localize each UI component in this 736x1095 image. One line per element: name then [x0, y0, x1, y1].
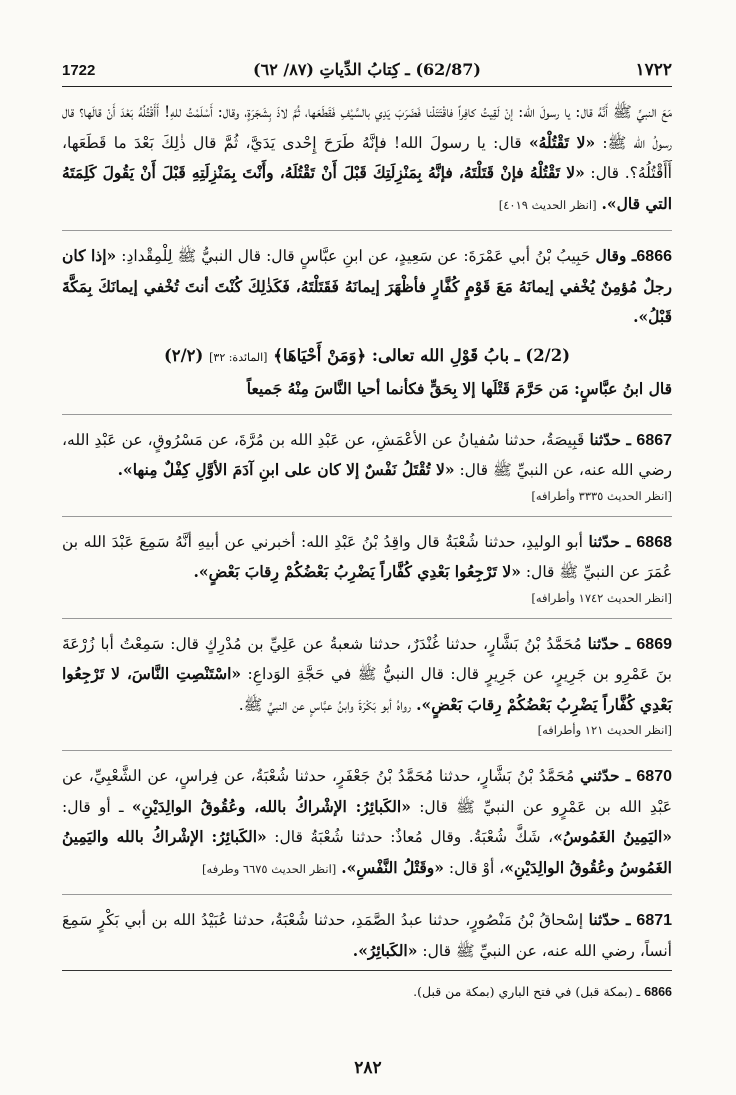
hadith-number: 6869	[636, 635, 672, 653]
page-body	[62, 98, 672, 974]
hadith-number: 6868	[636, 533, 672, 551]
quran-citation: [المائدة: ٣٢]	[209, 350, 268, 364]
hadith-number: 6870	[636, 768, 672, 785]
hadith-number: 6871	[636, 912, 673, 929]
continuation-paragraph: مَعَ النبيِّ ﷺ أَنَّهُ قال: يا رسولَ الله: إنْ لَقِيتُ كافِراً فاقْتَتَلْنا فَضَرَبَ يَدِي بالسَّيْفِ فَقَطَعَها، ثُمَّ لاذَ بِشَجَرَةٍ، وقال: أَسْلَمْتُ للهِ! أَأَقْتُلُهُ بَعْدَ أَنْ قالَها؟ قال رسولُ الله ﷺ: «لا تَقْتُلْهُ» قال: يا رسولَ الله! فإنَّهُ طَرَحَ إِحْدى يَدَيَّ، ثُمَّ قال ذٰلِكَ بَعْدَ ما قَطَعَها، أَأَقْتُلُهُ؟. قال: «لا تَقْتُلْهُ فإنْ قَتَلْتَهُ، فإنَّهُ بِمَنْزِلَتِكَ قَبْلَ أَنْ تَقْتُلَهُ، وأَنْتَ بِمَنْزِلَتِهِ قَبْلَ أَنْ يَقُولَ كَلِمَتَهُ التي قال». [انظر الحديث ٤٠١٩]	[62, 103, 672, 213]
page-header	[62, 60, 672, 87]
cross-reference: [انظر الحديث ١٢١ وأطرافه]	[537, 723, 672, 737]
cross-reference: [انظر الحديث ٦٦٧٥ وطرفه]	[202, 861, 337, 876]
hadith-number: 6867	[636, 431, 673, 449]
cross-reference: [انظر الحديث ١٧٤٢ وأطرافه]	[531, 590, 672, 605]
hadith-6871: 6871 ـ حدّثنا إسْحاقُ بْنُ مَنْصُورٍ، حدثنا عبدُ الصَّمَدِ، حدثنا شُعْبَةُ، حدثنا عُبَيْدُ الله بن أبي بَكْرٍ سَمِعَ أنساً، رضي الله عنه، عن النبيِّ ﷺ قال: «الكَبائِرُ».	[62, 894, 672, 966]
page-number-footer: ٢٨٢	[354, 1058, 382, 1078]
footnote: 6866 ـ (بمكة قبل) في فتح الباري (بمكة من قبل).	[413, 984, 672, 999]
chapter-quote: قال ابنُ عبَّاسٍ: مَن حَرَّمَ قَتْلَها إلا بِحَقٍّ فكأنما أحيا النَّاسَ مِنْهُ جَميعاً	[246, 379, 672, 398]
hadith-6870: 6870 ـ حدّثني مُحَمَّدُ بْنُ بَشَّارٍ، حدثنا مُحَمَّدُ بْنُ جَعْفَرٍ، حدثنا شُعْبَةُ، عن فِراسٍ، عن الشَّعْبِيِّ، عن عَبْدِ الله بن عَمْرٍو عن النبيِّ ﷺ قال: «الكَبائِرُ: الإشْراكُ بالله، وعُقُوقُ الوالِدَيْنِ» ـ أو قال: «اليَمِينُ الغَمُوسُ»، شَكَّ شُعْبَةُ. وقال مُعاذٌ: حدثنا شُعْبَةُ قال: «الكَبائِرُ: الإشْراكُ بالله واليَمِينُ الغَمُوسُ وعُقُوقُ الوالِدَيْنِ»، أوْ قال: «وقَتْلُ النَّفْسِ». [انظر الحديث ٦٦٧٥ وطرفه]	[62, 750, 672, 884]
hadith-number: 6866	[636, 248, 672, 265]
chapter-heading: (2/2) ـ بابُ قَوْلِ الله تعالى: ﴿وَمَنْ أَحْيَاهَا﴾ [المائدة: ٣٢] (٢/٢)	[163, 345, 571, 365]
footnote-number: 6866	[644, 985, 672, 999]
hadith-6869: 6869 ـ حدّثنا مُحَمَّدُ بْنُ بَشَّارٍ، حدثنا غُنْدَرٌ، حدثنا شعبةُ عن عَلِيِّ بن مُدْرِكٍ قال: سَمِعْتُ أبا زُرْعَةَ بنَ عَمْرِو بن جَرِيرٍ، عن جَرِيرٍ قال: قال النبيُّ ﷺ في حَجَّةِ الوَداعِ: «اسْتَنْصِتِ النَّاسَ، لا تَرْجِعُوا بَعْدِي كُفَّاراً يَضْرِبُ بَعْضُكُمْ رِقابَ بَعْضٍ». رواهُ أبو بَكْرَةَ وابنُ عبَّاسٍ عن النبيِّ ﷺ. [انظر الحديث ١٢١ وأطرافه]	[62, 618, 672, 741]
hadith-6866: 6866ـ وقال حَبِيبُ بْنُ أبي عَمْرَةَ: عن سَعِيدٍ، عن ابنِ عبَّاسٍ قال: قال النبيُّ ﷺ لِلْمِقْدادِ: «إذا كان رجلٌ مُؤمِنٌ يُخْفي إيمانَهُ مَعَ قَوْمٍ كُفَّارٍ فأظْهَرَ إيمانَهُ فَقَتَلْتَهُ، فَكَذٰلِكَ كُنْتَ أنتَ تُخْفي إيمانَكَ بِمَكَّةَ قَبْلُ».	[62, 230, 672, 333]
hadith-6868: 6868 ـ حدّثنا أبو الوليدِ، حدثنا شُعْبَةُ قال واقِدُ بْنُ عَبْدِ الله: أخبرني عن أبيهِ أنَّهُ سَمِعَ عَبْدَ الله بن عُمَرَ عن النبيِّ ﷺ قال: «لا تَرْجِعُوا بَعْدِي كُفَّاراً يَضْرِبُ بَعْضُكُمْ رِقابَ بَعْضٍ». [انظر الحديث ١٧٤٢ وأطرافه]	[62, 516, 672, 608]
cross-reference: [انظر الحديث ٣٣٣٥ وأطرافه]	[531, 488, 672, 503]
page-number-arabic: ١٧٢٢	[635, 60, 672, 80]
footnote-divider	[62, 970, 672, 971]
running-title: (62/87) ـ كِتابُ الدِّياتِ (٨٧/ ٦٢)	[253, 60, 481, 79]
hadith-6867: 6867 ـ حدّثنا قَبِيصَةُ، حدثنا سُفيانُ عن الأعْمَشِ، عن عَبْدِ الله بن مُرَّةَ، عن مَسْرُوقٍ، عن عَبْدِ الله، رضي الله عنه، عن النبيِّ ﷺ قال: «لا تُقْتَلُ نَفْسٌ إلا كان على ابنِ آدَمَ الأوَّلِ كِفْلٌ مِنها». [انظر الحديث ٣٣٣٥ وأطرافه]	[62, 414, 672, 506]
page-number-latin: 1722	[62, 62, 96, 79]
cross-reference: [انظر الحديث ٤٠١٩]	[498, 197, 597, 212]
